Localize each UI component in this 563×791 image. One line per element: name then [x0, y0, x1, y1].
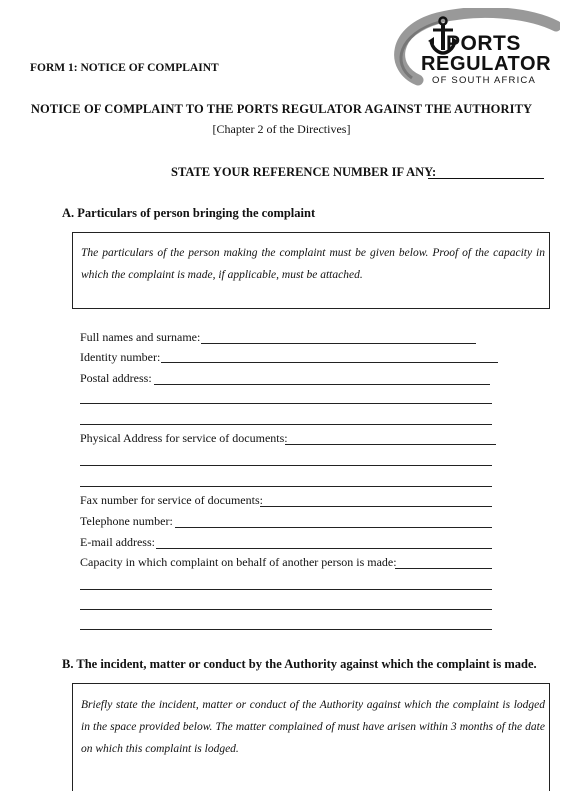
section-a-note: The particulars of the person making the complaint must be given below. Proof of the capacity in which the complaint is made, if applicable, must be attached. [81, 247, 545, 281]
section-b-heading: B. The incident, matter or conduct by the Authority against which the complaint is made. [62, 657, 537, 671]
section-b-note: Briefly state the incident, matter or conduct of the Authority against which the complaint is lodged in the space provided below. The matter complained of must have arisen within 3 months of the date on which this complaint is lodged. [81, 699, 545, 755]
document-subtitle: [Chapter 2 of the Directives] [212, 122, 351, 136]
fax-number-label: Fax number for service of documents: [80, 493, 263, 507]
capacity-field[interactable] [395, 568, 492, 569]
logo-line-south-africa: OF SOUTH AFRICA [432, 75, 537, 86]
form-title: FORM 1: NOTICE OF COMPLAINT [30, 62, 219, 74]
physical-address-line-3[interactable] [80, 486, 492, 487]
section-a-heading: A. Particulars of person bringing the complaint [62, 206, 316, 220]
logo-line-regulator: REGULATOR [421, 53, 552, 75]
physical-address-field[interactable] [285, 444, 496, 445]
physical-address-label: Physical Address for service of documents: [80, 431, 288, 445]
email-address-field[interactable] [156, 548, 492, 549]
identity-number-label: Identity number: [80, 350, 161, 364]
postal-address-label: Postal address: [80, 371, 152, 385]
telephone-number-field[interactable] [175, 527, 492, 528]
capacity-line-3[interactable] [80, 609, 492, 610]
capacity-line-2[interactable] [80, 589, 492, 590]
reference-number-label: STATE YOUR REFERENCE NUMBER IF ANY: [171, 165, 437, 179]
full-names-field[interactable] [201, 343, 476, 344]
fax-number-field[interactable] [260, 506, 492, 507]
reference-number-field[interactable] [428, 178, 544, 179]
section-a-note-box [72, 232, 550, 309]
capacity-label: Capacity in which complaint on behalf of another person is made: [80, 555, 397, 569]
physical-address-line-2[interactable] [80, 465, 492, 466]
logo-line-ports: PORTS [446, 32, 521, 55]
section-b-note-box [72, 683, 550, 791]
full-names-label: Full names and surname: [80, 330, 201, 344]
telephone-number-label: Telephone number: [80, 514, 173, 528]
email-address-label: E-mail address: [80, 535, 155, 549]
postal-address-field[interactable] [154, 384, 490, 385]
postal-address-line-3[interactable] [80, 424, 492, 425]
capacity-line-4[interactable] [80, 629, 492, 630]
postal-address-line-2[interactable] [80, 403, 492, 404]
identity-number-field[interactable] [161, 362, 498, 363]
document-title: NOTICE OF COMPLAINT TO THE PORTS REGULATOR AGAINST THE AUTHORITY [30, 102, 533, 116]
